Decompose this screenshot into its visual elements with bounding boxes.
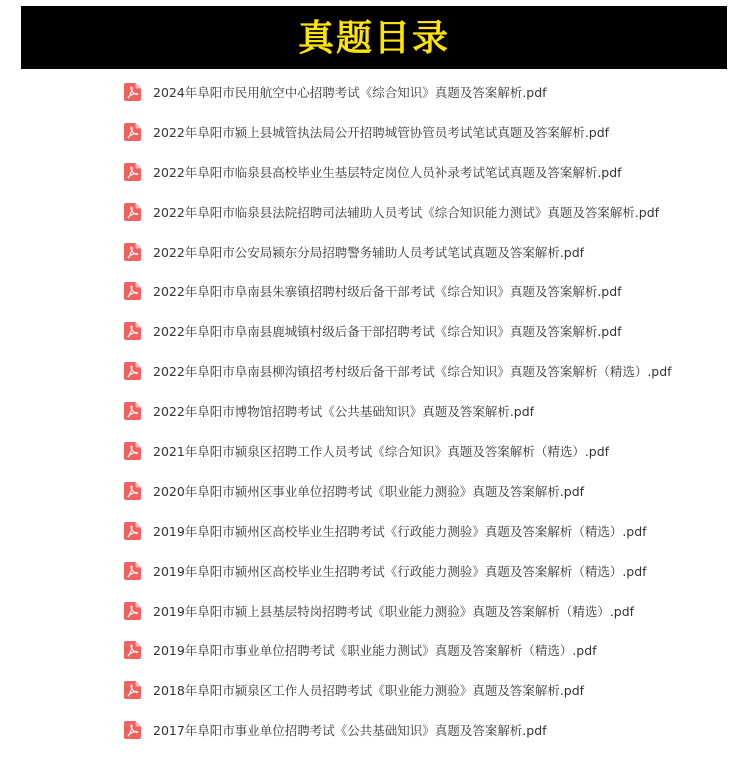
file-list-item[interactable]: [0, 551, 750, 591]
pdf-icon: [124, 282, 141, 300]
file-list-item[interactable]: [0, 72, 750, 112]
pdf-icon: [124, 681, 141, 699]
pdf-icon: [124, 203, 141, 221]
file-name[interactable]: 2019年阜阳市事业单位招聘考试《职业能力测试》真题及答案解析（精选）.pdf: [153, 643, 597, 659]
file-list-item[interactable]: [0, 311, 750, 351]
pdf-icon: [124, 362, 141, 380]
file-list-item[interactable]: [0, 630, 750, 670]
file-name[interactable]: 2019年阜阳市颍上县基层特岗招聘考试《职业能力测验》真题及答案解析（精选）.pdf: [153, 603, 635, 619]
file-list-item[interactable]: [0, 232, 750, 272]
pdf-icon: [124, 83, 141, 101]
file-name[interactable]: 2022年阜阳市阜南县鹿城镇村级后备干部招聘考试《综合知识》真题及答案解析.pdf: [153, 324, 622, 340]
file-list: [0, 72, 750, 750]
pdf-icon: [124, 123, 141, 141]
file-name[interactable]: 2022年阜阳市临泉县法院招聘司法辅助人员考试《综合知识能力测试》真题及答案解析.pdf: [153, 204, 660, 220]
pdf-icon: [124, 243, 141, 261]
file-name[interactable]: 2024年阜阳市民用航空中心招聘考试《综合知识》真题及答案解析.pdf: [153, 84, 547, 100]
file-name[interactable]: 2019年阜阳市颍州区高校毕业生招聘考试《行政能力测验》真题及答案解析（精选）.pdf: [153, 523, 647, 539]
file-list-item[interactable]: [0, 271, 750, 311]
file-list-item[interactable]: [0, 471, 750, 511]
page-title: 真题目录: [297, 16, 450, 59]
pdf-icon: [124, 721, 141, 739]
file-list-item[interactable]: [0, 391, 750, 431]
pdf-icon: [124, 402, 141, 420]
file-name[interactable]: 2019年阜阳市颍州区高校毕业生招聘考试《行政能力测验》真题及答案解析（精选）.pdf: [153, 563, 647, 579]
file-list-item[interactable]: [0, 591, 750, 631]
file-name[interactable]: 2022年阜阳市博物馆招聘考试《公共基础知识》真题及答案解析.pdf: [153, 404, 535, 420]
pdf-icon: [124, 641, 141, 659]
file-name[interactable]: 2017年阜阳市事业单位招聘考试《公共基础知识》真题及答案解析.pdf: [153, 723, 547, 739]
file-list-item[interactable]: [0, 710, 750, 750]
pdf-icon: [124, 522, 141, 540]
file-name[interactable]: 2022年阜阳市阜南县柳沟镇招考村级后备干部考试《综合知识》真题及答案解析（精选）.pdf: [153, 364, 672, 380]
pdf-icon: [124, 482, 141, 500]
file-list-item[interactable]: [0, 192, 750, 232]
file-list-item[interactable]: [0, 670, 750, 710]
file-name[interactable]: 2022年阜阳市临泉县高校毕业生基层特定岗位人员补录考试笔试真题及答案解析.pdf: [153, 164, 622, 180]
pdf-icon: [124, 163, 141, 181]
file-name[interactable]: 2020年阜阳市颍州区事业单位招聘考试《职业能力测验》真题及答案解析.pdf: [153, 483, 585, 499]
file-name[interactable]: 2018年阜阳市颍泉区工作人员招聘考试《职业能力测验》真题及答案解析.pdf: [153, 683, 585, 699]
file-name[interactable]: 2021年阜阳市颍泉区招聘工作人员考试《综合知识》真题及答案解析（精选）.pdf: [153, 443, 610, 459]
pdf-icon: [124, 602, 141, 620]
pdf-icon: [124, 562, 141, 580]
pdf-icon: [124, 322, 141, 340]
header-banner: [21, 6, 727, 69]
file-list-item[interactable]: [0, 112, 750, 152]
file-list-item[interactable]: [0, 351, 750, 391]
file-list-item[interactable]: [0, 511, 750, 551]
file-list-item[interactable]: [0, 431, 750, 471]
file-name[interactable]: 2022年阜阳市阜南县朱寨镇招聘村级后备干部考试《综合知识》真题及答案解析.pdf: [153, 284, 622, 300]
file-name[interactable]: 2022年阜阳市颍上县城管执法局公开招聘城管协管员考试笔试真题及答案解析.pdf: [153, 124, 610, 140]
file-list-item[interactable]: [0, 152, 750, 192]
file-name[interactable]: 2022年阜阳市公安局颍东分局招聘警务辅助人员考试笔试真题及答案解析.pdf: [153, 244, 585, 260]
pdf-icon: [124, 442, 141, 460]
